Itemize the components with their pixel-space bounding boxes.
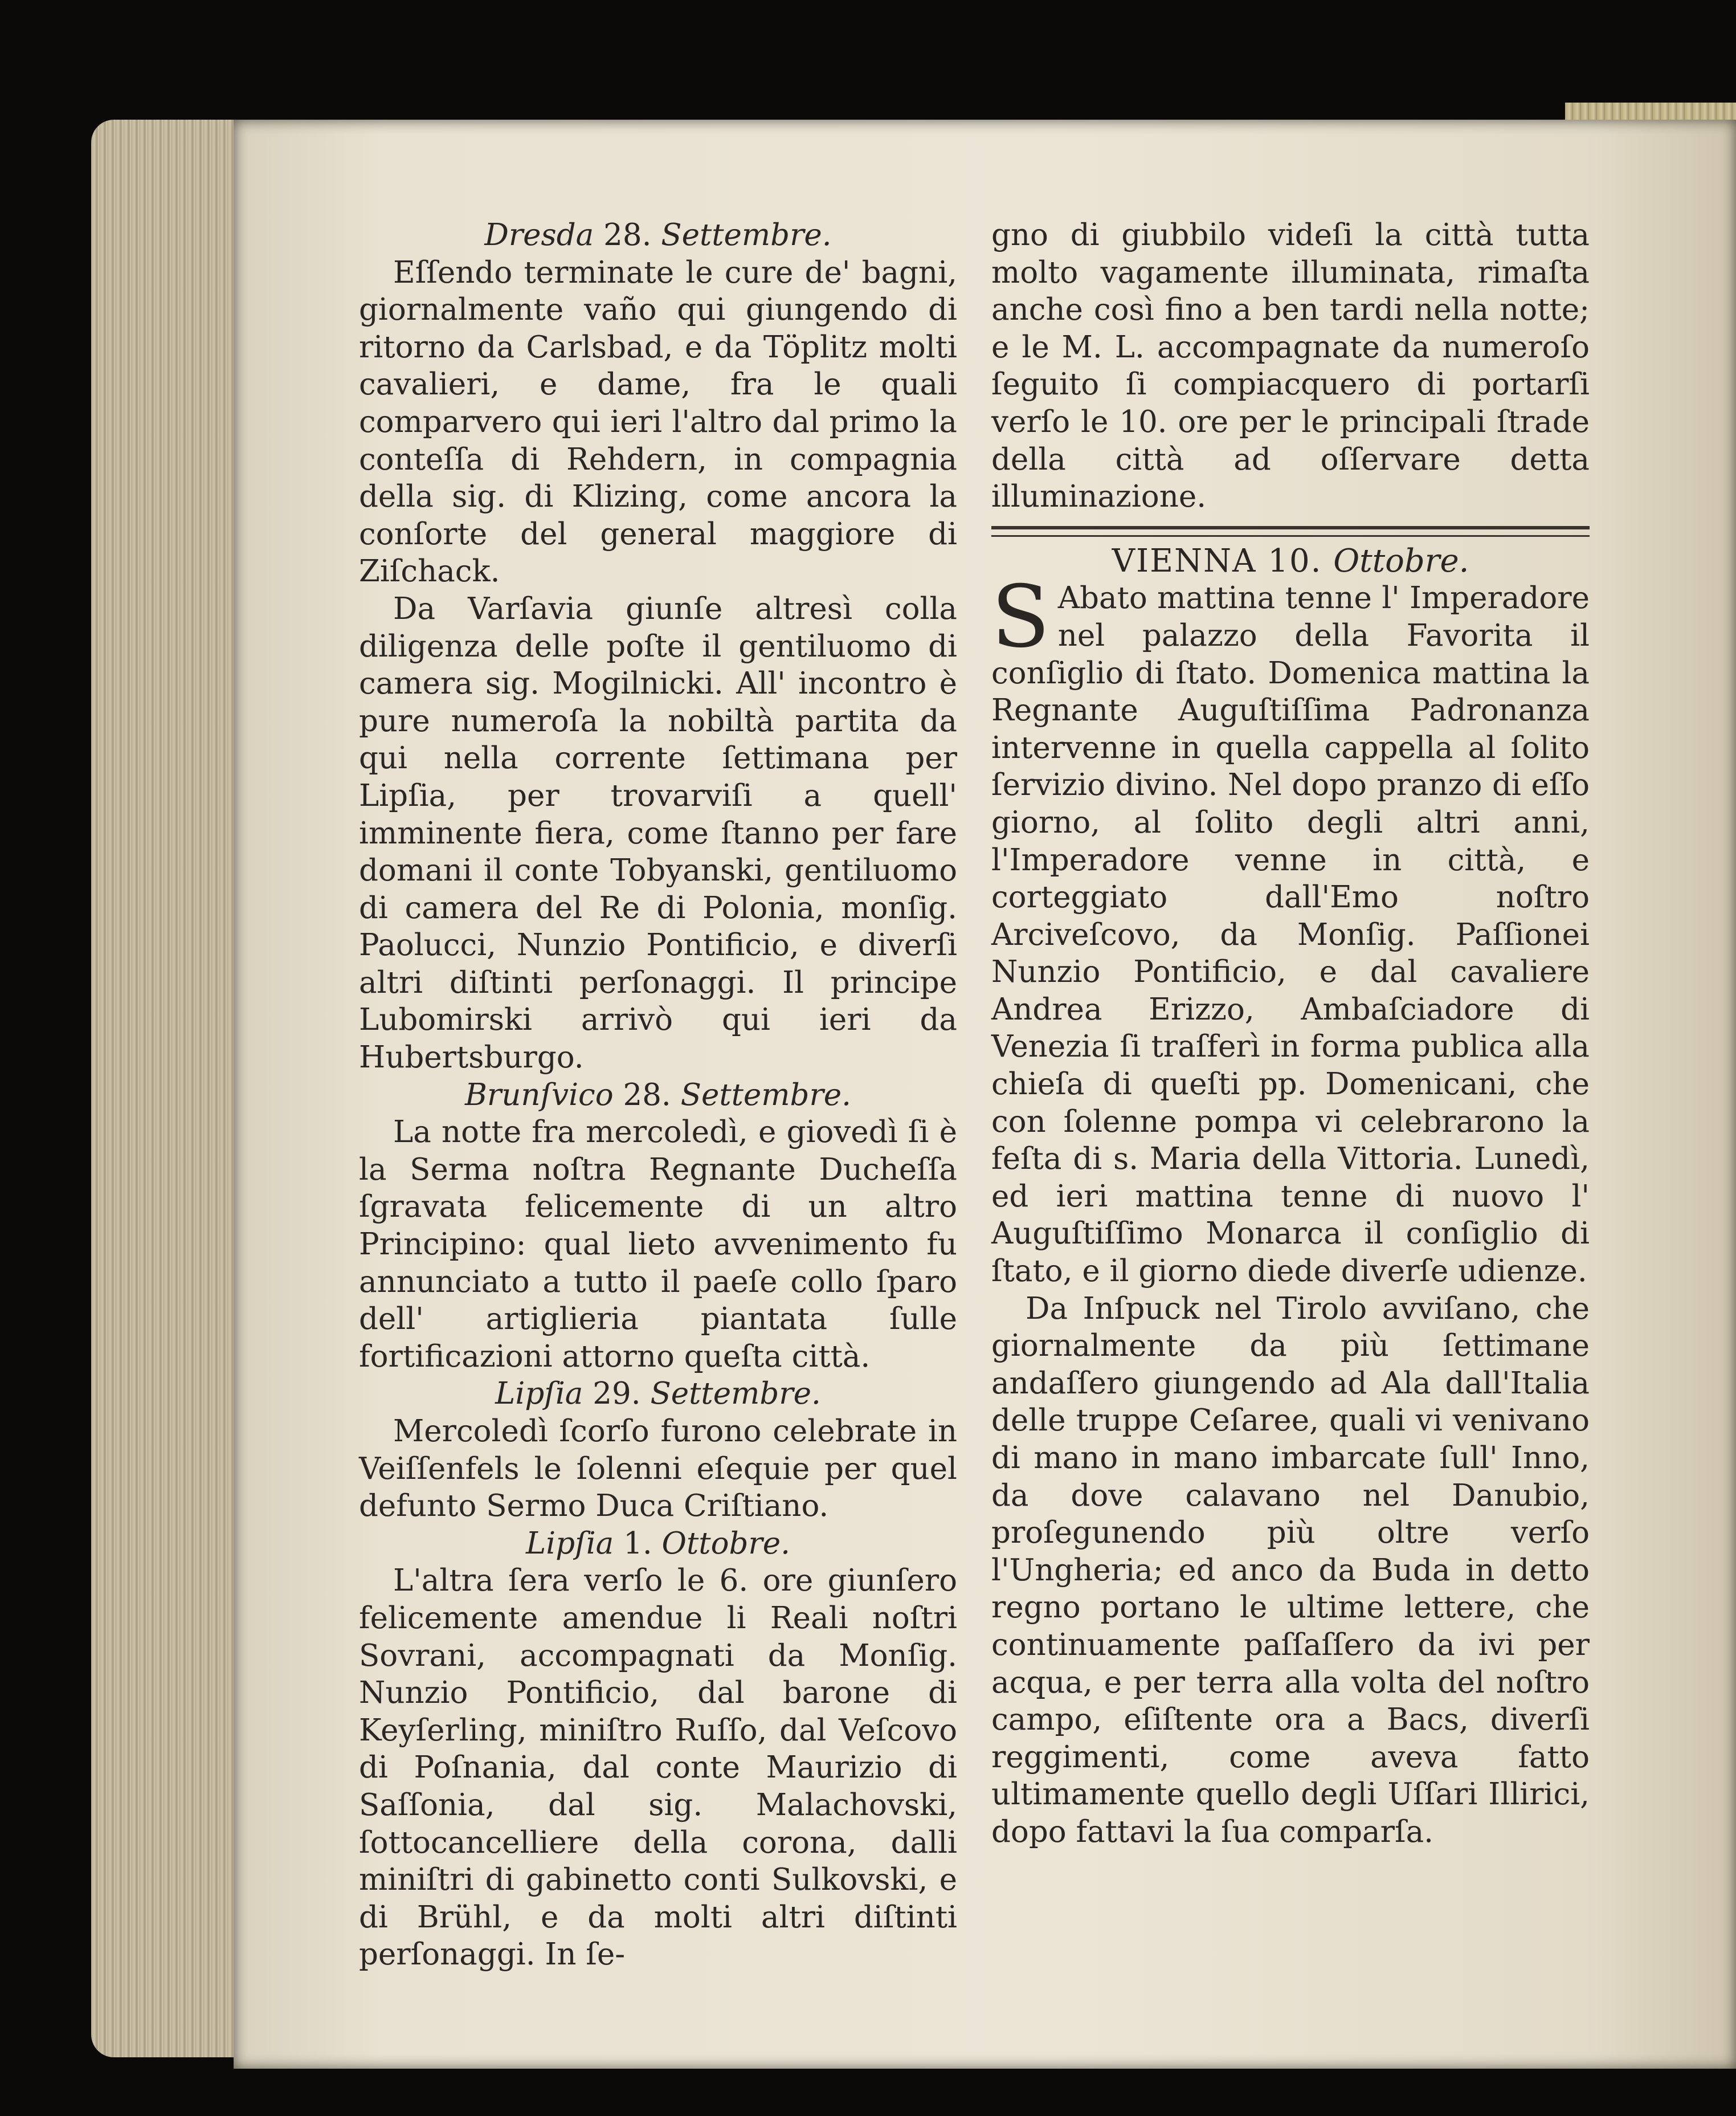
dateline-lipsia-29: [359, 1375, 957, 1413]
dateline-dresda: [359, 217, 957, 254]
article-lipsia-continuation: gno di giubbilo videſi la città tutta molto vagamente illuminata, rimaſta anche così fino a ben tardi nella notte; e le M. L. accompagnate da numeroſo ſeguito ſi compiacquero di portarſi verſo le 10. ore per le principali ſtrade della città ad oſſervare detta illuminazione.: [991, 218, 1590, 515]
heading-month: Ottobre.: [1333, 542, 1469, 580]
dateline-vienna: [991, 543, 1590, 580]
dateline-place: Dresda: [484, 218, 594, 252]
right-column: [991, 217, 1590, 1851]
dateline-month: Settembre.: [680, 1077, 852, 1112]
article-vienna-1-text: Abato mattina tenne l' Imperadore nel palazzo della Favorita il conſiglio di ſtato. Domenica mattina la Regnante Auguſtiſſima Padronanza intervenne in quella cappella al ſolito ſervizio divino. Nel dopo pranzo di eſſo giorno, al ſolito degli altri anni, l'Imperadore venne in città, e corteggiato dall'Emo noſtro Arciveſcovo, da Monſig. Paſſionei Nunzio Pontificio, e dal cavaliere Andrea Erizzo, Ambaſciadore di Venezia ſi traſferì in forma publica alla chieſa di queſti pp. Domenicani, che con ſolenne pompa vi celebrarono la feſta di s. Maria della Vittoria. Lunedì, ed ieri mattina tenne di nuovo l' Auguſtiſſimo Monarca il conſiglio di ſtato, e il giorno diede diverſe udienze.: [991, 581, 1590, 1289]
section-divider-rule: [991, 526, 1590, 537]
dateline-lipsia-1: [359, 1525, 957, 1563]
article-lipsia-1: L'altra ſera verſo le 6. ore giunſero felicemente amendue li Reali noſtri Sovrani, accompagnati da Monſig. Nunzio Pontificio, dal barone di Keyſerling, miniſtro Ruſſo, dal Veſcovo di Poſnania, dal conte Maurizio di Saſſonia, dal sig. Malachovski, ſottocancelliere della corona, dalli miniſtri di gabinetto conti Sulkovski, e di Brühl, e da molti altri diſtinti perſonaggi. In ſe-: [359, 1563, 957, 1972]
article-lipsia-29: Mercoledì ſcorſo furono celebrate in Veiſſenfels le ſolenni eſequie per quel defunto Sermo Duca Criſtiano.: [359, 1414, 957, 1524]
article-brunsvico: La notte fra mercoledì, e giovedì ſi è la Serma noſtra Regnante Ducheſſa ſgravata felicemente di un altro Principino: qual lieto avvenimento fu annunciato a tutto il paeſe collo ſparo dell' artiglieria piantata ſulle fortificazioni attorno queſta città.: [359, 1115, 957, 1374]
dateline-place: Brunſvico: [464, 1077, 614, 1112]
article-dresda-2: Da Varſavia giunſe altresì colla diligenza delle poſte il gentiluomo di camera sig. Mogilnicki. All' incontro è pure numeroſa la nobiltà partita da qui nella corrente ſettimana per Lipſia, per trovarviſi a quell' imminente fiera, come ſtanno per fare domani il conte Tobyanski, gentiluomo di camera del Re di Polonia, monſig. Paolucci, Nunzio Pontificio, e diverſi altri diſtinti perſonaggi. Il principe Lubomirski arrivò qui ieri da Hubertsburgo.: [359, 591, 957, 1075]
article-vienna-2: Da Inſpuck nel Tirolo avviſano, che giornalmente da più ſettimane andaſſero giungendo ad Ala dall'Italia delle truppe Ceſaree, quali vi venivano di mano in mano imbarcate ſull' Inno, da dove calavano nel Danubio, proſegunendo più oltre verſo l'Ungheria; ed anco da Buda in detto regno portano le ultime lettere, che continuamente paſſaſſero da ivi per acqua, e per terra alla volta del noſtro campo, eſiſtente ora a Bacs, diverſi reggimenti, come aveva fatto ultimamente quello degli Uſſari Illirici, dopo fattavi la ſua comparſa.: [991, 1291, 1590, 1849]
heading-day: 10.: [1268, 542, 1322, 580]
dateline-place: Lipſia: [526, 1526, 614, 1561]
dateline-day: 28.: [623, 1077, 671, 1112]
dateline-month: Ottobre.: [661, 1526, 790, 1561]
dateline-day: 1.: [623, 1526, 652, 1561]
dateline-month: Settembre.: [650, 1376, 821, 1412]
article-dresda-1: Eſſendo terminate le cure de' bagni, giornalmente vaño qui giungendo di ritorno da Carlsbad, e da Töplitz molti cavalieri, e dame, fra le quali comparvero qui ieri l'altro dal primo la conteſſa di Rehdern, in compagnia della sig. di Klizing, come ancora la conſorte del general maggiore di Ziſchack.: [359, 255, 957, 589]
dateline-day: 28.: [603, 218, 652, 252]
dateline-day: 29.: [593, 1376, 641, 1412]
dateline-brunsvico: [359, 1077, 957, 1114]
left-column: [359, 217, 957, 1974]
heading-place: VIENNA: [1112, 542, 1257, 580]
page-text-block: [359, 217, 1601, 1972]
article-vienna-1: [991, 568, 1590, 1290]
dateline-month: Settembre.: [661, 218, 832, 252]
drop-cap-letter: S: [991, 568, 1050, 667]
book-page-edges: [91, 120, 256, 2057]
dateline-place: Lipſia: [495, 1376, 583, 1412]
